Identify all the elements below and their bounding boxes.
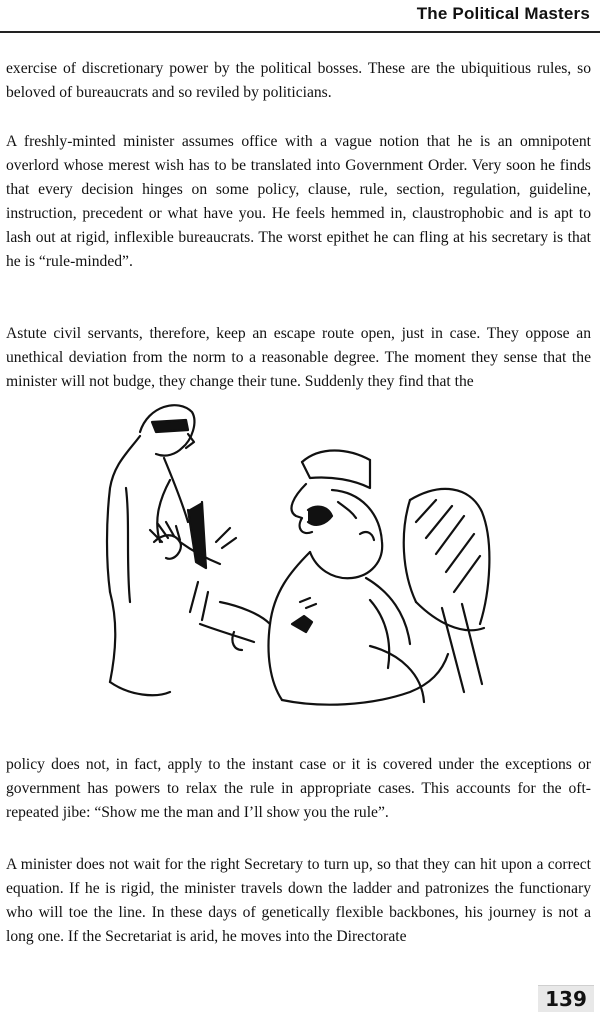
body-paragraph-5: A minister does not wait for the right Secretary to turn up, so that they can hit upon a correct equation. If he is rigid, the minister travels down the ladder and patronizes the functionary who will toe the line. In these days of genetically flexible backbones, his journey is not a long one. If the Secretariat is arid, he moves into the Directorate (6, 856, 591, 945)
header-rule (0, 31, 600, 33)
secretary-figure (107, 405, 236, 695)
cartoon-illustration (70, 392, 550, 732)
page-number: 139 (538, 985, 594, 1012)
body-paragraph-2: A freshly-minted minister assumes office with a vague notion that he is an omnipotent overlord whose merest wish has to be translated into Government Order. Very soon he finds that every decision hinges on some policy, clause, rule, section, regulation, guideline, instruction, precedent or what have you. He feels hemmed in, claustrophobic and is apt to lash out at rigid, inflexible bureaucrats. The worst epithet he can fling at his secretary is that he is “rule-minded”. (6, 133, 591, 270)
body-paragraph-1: exercise of discretionary power by the political bosses. These are the ubiquitious rules, so beloved of bureaucrats and so reviled by politicians. (6, 60, 591, 101)
body-paragraph-3: Astute civil servants, therefore, keep an escape route open, just in case. They oppose an unethical deviation from the norm to a reasonable degree. The moment they sense that the minister will not budge, they change their tune. Suddenly they find that the (6, 325, 591, 390)
body-paragraph-4: policy does not, in fact, apply to the instant case or it is covered under the exceptions or government has powers to relax the rule in appropriate cases. This accounts for the oft-repeated jibe: “Show me the man and I’ll show you the rule”. (6, 756, 591, 821)
running-header: The Political Masters (416, 4, 590, 23)
minister-figure (200, 451, 448, 705)
